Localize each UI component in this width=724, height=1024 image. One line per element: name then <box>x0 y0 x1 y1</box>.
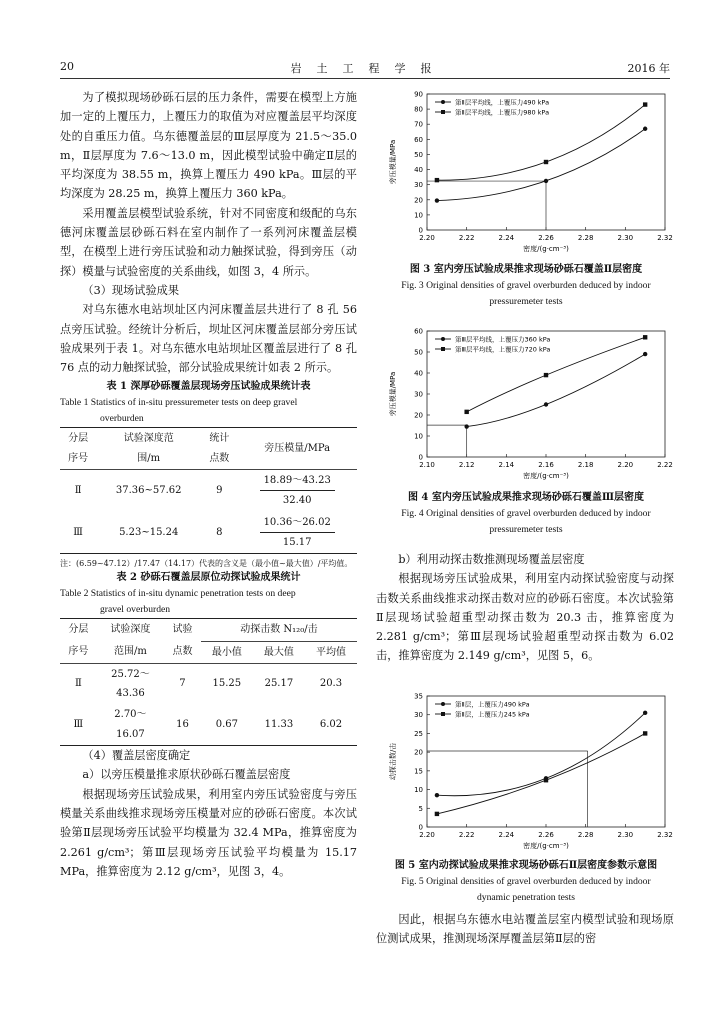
paragraph: 根据现场旁压试验成果，利用室内旁压试验密度与旁压模量关系曲线推求现场旁压模量对应的砂砾石密度。本次试验第Ⅱ层现场旁压试验平均模量为 32.4 MPa，推算密度为 2.261 g/cm³；第Ⅲ层现场旁压试验平均模量为 15.17 MPa，推算密度为 2.12 g/cm³，见图 3，4。 <box>60 787 357 878</box>
fig5-caption-en: Fig. 5 Original densities of gravel overburden deduced by indoor <box>401 876 651 887</box>
x-tick-label: 2.20 <box>419 234 435 242</box>
data-point <box>544 402 548 406</box>
x-tick-label: 2.22 <box>657 461 673 469</box>
x-tick-label: 2.28 <box>577 831 594 839</box>
y-tick-label: 0 <box>418 226 423 235</box>
data-point <box>643 102 647 106</box>
x-tick-label: 2.28 <box>577 234 594 242</box>
table1-title-cn: 表 1 深厚砂砾覆盖层现场旁压试验成果统计表 <box>106 381 311 393</box>
x-tick-label: 2.32 <box>657 234 673 242</box>
figure-4-chart <box>385 325 675 485</box>
legend-marker <box>441 712 445 716</box>
fig5-caption-cn: 图 5 室内动探试验成果推求现场砂砾石Ⅱ层密度参数示意图 <box>394 860 658 871</box>
paragraph: 采用覆盖层模型试验系统，针对不同密度和级配的乌东德河床覆盖层砂砾石料在室内制作了一系列河床覆盖层模型，在模型上进行旁压试验和动力触探试验，得到旁压（动探）模量与试验密度的关系曲线，如图 3，4 所示。 <box>60 206 357 278</box>
data-point <box>435 812 439 816</box>
data-point <box>435 178 439 182</box>
y-tick-label: 70 <box>414 120 423 129</box>
y-tick-label: 15 <box>414 767 423 776</box>
section-heading: （3）现场试验成果 <box>82 283 180 297</box>
table1 <box>60 427 357 554</box>
section-heading: b）利用动探击数推测现场覆盖层密度 <box>398 553 585 566</box>
table-row: Ⅲ 2.70～ 16.07 16 0.67 11.33 6.02 <box>60 704 357 745</box>
x-tick-label: 2.24 <box>498 234 515 242</box>
x-tick-label: 2.14 <box>498 461 515 469</box>
table2: 分层 试验深度 试验 动探击数 N₁₂₀/击 序号 范围/m 点数 最小值 最大值 平均值 Ⅱ 25.72～ 43.36 7 15.25 25.17 20.3 Ⅲ 2.70～ 16.07 16 0.67 11.33 6.02 <box>60 618 357 746</box>
figure-3-chart <box>385 88 675 258</box>
x-tick-label: 2.20 <box>419 831 435 839</box>
fig4-caption-cn: 图 4 室内旁压试验成果推求现场砂砾石覆盖Ⅲ层密度 <box>407 492 645 503</box>
fig5-caption-en-2: dynamic penetration tests <box>476 892 576 903</box>
data-point <box>464 410 468 414</box>
y-tick-label: 5 <box>418 804 423 813</box>
legend-marker <box>441 347 445 351</box>
y-tick-label: 20 <box>414 196 423 205</box>
data-point <box>544 160 548 164</box>
x-axis-label: 密度/(g·cm⁻³) <box>523 245 569 253</box>
paragraph: 对乌东德水电站坝址区内河床覆盖层共进行了 8 孔 56 点旁压试验。经统计分析后，坝址区河床覆盖层部分旁压试验成果列于表 1。对乌东德水电站坝址区覆盖层进行了 8 孔 76 点的动力触探试验，部分试验成果统计如表 2 所示。 <box>60 303 357 375</box>
figure-5-caption <box>376 858 676 906</box>
series-line <box>437 713 645 796</box>
data-point <box>544 778 548 782</box>
y-tick-label: 25 <box>414 729 423 738</box>
x-tick-label: 2.30 <box>617 234 634 242</box>
legend-label: 第Ⅲ层平均线，上覆压力720 kPa <box>455 345 551 354</box>
paragraph: 为了模拟现场砂砾石层的压力条件，需要在模型上方施加一定的上覆压力，上覆压力的取值为对应覆盖层平均深度处的自重压力值。乌东德覆盖层的Ⅲ层厚度为 21.5～35.0 m，Ⅱ层厚度为 7.6～13.0 m，因此模型试验中确定Ⅱ层的平均深度为 38.55 m，换算上覆压力 490 kPa。Ⅲ层的平均深度为 28.25 m，换算上覆压力 360 kPa。 <box>60 91 357 201</box>
x-tick-label: 2.22 <box>458 234 475 242</box>
x-axis-label: 密度/(g·cm⁻³) <box>523 472 569 480</box>
x-tick-label: 2.18 <box>577 461 594 469</box>
y-tick-label: 0 <box>418 823 423 832</box>
fig3-caption-en: Fig. 3 Original densities of gravel overburden deduced by indoor <box>401 280 651 291</box>
y-tick-label: 50 <box>414 348 423 357</box>
y-tick-label: 20 <box>414 748 423 757</box>
table1-note: 注：(6.59~47.12）/17.47（14.17）代表的含义是（最小值~最大值）/平均值。 <box>60 559 353 569</box>
table1-caption <box>60 379 357 427</box>
figure-5-chart <box>385 690 675 855</box>
x-tick-label: 2.26 <box>538 234 554 242</box>
x-tick-label: 2.24 <box>498 831 515 839</box>
fig4-caption-en-2: pressuremeter tests <box>489 524 563 535</box>
table2-title-en: Table 2 Statistics of in-situ dynamic penetration tests on deep <box>60 588 296 600</box>
page-number: 20 <box>60 60 74 73</box>
x-tick-label: 2.12 <box>458 461 475 469</box>
fig3-caption-en-2: pressuremeter tests <box>489 296 563 307</box>
table-row: Ⅲ 5.23~15.24 8 10.36～26.02 15.17 <box>60 512 357 554</box>
table-header: 统计 点数 <box>201 428 237 470</box>
x-tick-label: 2.20 <box>617 461 634 469</box>
section-heading: （4）覆盖层密度确定 <box>82 749 191 763</box>
x-tick-label: 2.16 <box>538 461 554 469</box>
y-tick-label: 10 <box>414 432 423 441</box>
figure-3-caption <box>376 262 676 310</box>
table-row: Ⅱ 37.36~57.62 9 18.89～43.23 32.40 <box>60 470 357 512</box>
legend-marker <box>441 702 445 706</box>
x-tick-label: 2.30 <box>617 831 634 839</box>
y-axis-label: 旁压模量/MPa <box>389 371 397 417</box>
data-point <box>435 793 439 797</box>
series-line <box>437 129 645 201</box>
table2-caption <box>60 570 357 618</box>
table-header: 试验深度范 围/m <box>96 428 201 470</box>
table1-title-en-2: overburden <box>100 413 144 425</box>
legend-label: 第Ⅱ层，上覆压力490 kPa <box>455 700 530 709</box>
year: 2016 年 <box>627 62 670 75</box>
right-text-block-2 <box>376 910 674 949</box>
series-line <box>437 733 645 813</box>
data-point <box>643 711 647 715</box>
paragraph: 根据现场旁压试验成果，利用室内动探试验密度与动探击数关系曲线推求动探击数对应的砂砾石密度。本次试验第Ⅱ层现场试验超重型动探击数为 20.3 击，推算密度为 2.281 g/cm³；第Ⅲ层现场试验超重型动探击数为 6.02 击，推算密度为 2.149 g/cm³，见图 5，6。 <box>376 572 674 663</box>
y-tick-label: 60 <box>414 135 423 144</box>
section-heading: a）以旁压模量推求原状砂砾石覆盖层密度 <box>82 768 291 782</box>
figure-4-caption <box>376 490 676 538</box>
x-tick-label: 2.26 <box>538 831 554 839</box>
legend-label: 第Ⅱ层，上覆压力245 kPa <box>455 710 530 719</box>
header-rule <box>60 78 670 79</box>
legend-label: 第Ⅲ层平均线，上覆压力360 kPa <box>455 335 551 344</box>
y-tick-label: 80 <box>414 105 423 114</box>
left-column <box>60 88 357 881</box>
table2-title-cn: 表 2 砂砾石覆盖层原位动探试验成果统计 <box>116 572 301 584</box>
table-header: 分层 序号 <box>60 428 96 470</box>
series-line <box>467 354 645 426</box>
data-point <box>464 424 468 428</box>
y-tick-label: 60 <box>414 327 423 336</box>
data-point <box>643 335 647 339</box>
table1-title-en: Table 1 Statistics of in-situ pressuremeter tests on deep gravel <box>60 397 298 409</box>
y-tick-label: 40 <box>414 369 423 378</box>
table-row: Ⅱ 25.72～ 43.36 7 15.25 25.17 20.3 <box>74 668 343 700</box>
x-tick-label: 2.32 <box>657 831 673 839</box>
y-tick-label: 90 <box>414 90 423 99</box>
y-tick-label: 40 <box>414 166 423 175</box>
y-tick-label: 50 <box>414 150 423 159</box>
legend-marker <box>441 100 445 104</box>
paragraph: 因此，根据乌东德水电站覆盖层室内模型试验和现场原位测试成果，推测现场深厚覆盖层第Ⅱ层的密 <box>376 913 674 946</box>
x-axis-label: 密度/(g·cm⁻³) <box>523 842 569 850</box>
x-tick-label: 2.22 <box>458 831 475 839</box>
y-tick-label: 20 <box>414 411 423 420</box>
y-tick-label: 10 <box>414 211 423 220</box>
data-point <box>544 373 548 377</box>
x-tick-label: 2.10 <box>419 461 435 469</box>
y-axis-label: 动探击数/击 <box>389 742 397 781</box>
table2-title-en-2: gravel overburden <box>100 604 171 616</box>
legend-label: 第Ⅱ层平均线，上覆压力980 kPa <box>455 108 550 117</box>
y-tick-label: 10 <box>414 786 423 795</box>
y-tick-label: 35 <box>414 692 423 701</box>
y-tick-label: 30 <box>414 181 423 190</box>
legend-marker <box>441 110 445 114</box>
y-tick-label: 30 <box>414 390 423 399</box>
table-header: 旁压模量/MPa <box>237 428 357 470</box>
right-text-block <box>376 550 674 666</box>
data-point <box>435 198 439 202</box>
legend-marker <box>441 337 445 341</box>
data-point <box>643 352 647 356</box>
fig4-caption-en: Fig. 4 Original densities of gravel overburden deduced by indoor <box>401 508 651 519</box>
y-tick-label: 30 <box>414 711 423 720</box>
data-point <box>643 127 647 131</box>
data-point <box>544 179 548 183</box>
journal-title: 岩 土 工 程 学 报 <box>290 62 434 75</box>
y-tick-label: 0 <box>418 453 423 462</box>
data-point <box>643 731 647 735</box>
fig3-caption-cn: 图 3 室内旁压试验成果推求现场砂砾石覆盖Ⅱ层密度 <box>409 264 643 275</box>
y-axis-label: 旁压模量/MPa <box>389 139 397 185</box>
legend-label: 第Ⅱ层平均线，上覆压力490 kPa <box>455 98 550 107</box>
